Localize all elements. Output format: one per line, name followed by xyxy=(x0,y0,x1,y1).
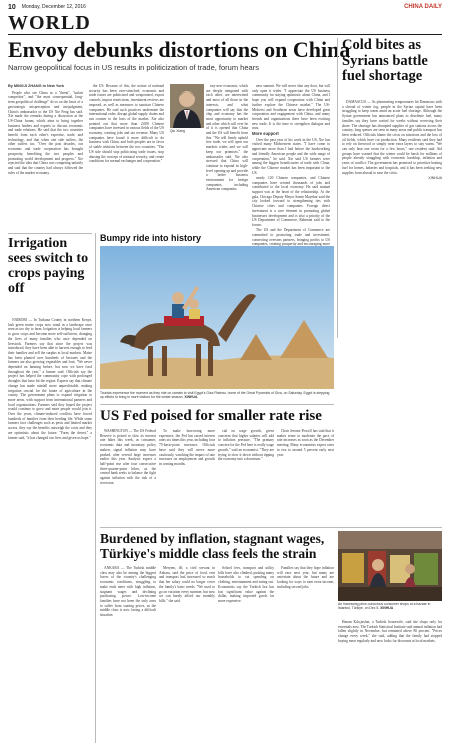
page-number: 10 xyxy=(8,3,16,11)
bumpy-caption-text: Tourists experience the moment as they ride on camels to visit Egypt's Giza Plateau, home of the Great Pyramids of Giza, on Saturday. Egypt is stepping up efforts to bring in more visitors for the winter season. xyxy=(100,391,330,400)
bumpy-headline: Bumpy ride into history xyxy=(100,233,202,243)
divider-irrigation-top xyxy=(8,233,92,234)
divider-lead-right xyxy=(337,38,338,338)
irrigation-headline: Irrigation sees switch to crops paying off xyxy=(8,236,89,296)
market-body xyxy=(338,620,442,742)
portrait-photo xyxy=(170,84,204,128)
lead-column-1 xyxy=(8,84,83,229)
lead-byline: By MINGJI ZHANG in New York xyxy=(8,84,64,88)
turkey-body-4: Families say that they hope inflation will ease next year, but many are uncertain about the future and are looking for ways to earn extra income, including second jobs. xyxy=(277,566,334,589)
turkey-body-1: ANKARA — The Turkish middle class may also be among the biggest losers of the country's challenging economic conditions, struggling to make ends meet with high inflation, stagnant wages and declining purchasing power. Low-income families have not been the only ones to suffer from soaring prices, as the middle class is now facing a difficult situation. xyxy=(100,566,156,618)
paper-name: CHINA DAILY xyxy=(404,4,442,10)
fed-body-4: Chair Jerome Powell has said that it makes sense to moderate the pace of rate increases as soon as the December meeting. Many economists expect rates to rise to around 5 percent early next year. xyxy=(277,429,334,457)
market-photo xyxy=(338,531,442,601)
turkey-column-4 xyxy=(277,566,334,742)
bumpy-credit: XINHUA xyxy=(184,395,198,400)
syria-text: DAMASCUS — As plummeting temperatures hit Damascus with a shroud of winter fog, people in the Syrian capital have been struggling to keep warm amid an acute fuel shortage. Although the Syrian government has announced plans to distribute fuel, many families say they have waited for weeks without receiving their share. The shortage has disrupted supplies of gas stations across the country, long queues are seen in many areas and public transport has been reduced. Officials blame the crisis on sanctions and the loss of oil fields, which have cut production. Many residents said they had to rely on firewood or simply wear extra layers to stay warm. "We can only heat one room for a few hours," one resident said. Aid groups have warned that the winter could be harsh for millions of people already struggling with economic hardship, inflation and years of conflict. The government has promised to prioritize heating fuel for homes, bakeries and hospitals, and it has been seeking new supplies from abroad to ease the crisis. xyxy=(342,100,442,175)
lead-body-6: nearly 120 Chinese companies, and Chinese companies have created thousands of jobs and contributed to the local economy. He said mutual support was at the heart of the relationship. At the gala, Chicago Deputy Mayor Samir Mayekar said the city looked forward to strengthening ties with Chinese cities and companies. Foreign direct investment is a core element in promoting global businesses development and is also a priority of the US Department of Commerce, Rahmani said to the forum. xyxy=(252,175,330,227)
turkey-body-2: Meryem, 46, a civil servant in Ankara, said the price of food, rent and transport had increased so much that her salary could no longer cover the family's basic needs. "We used to go on vacation every summer, but now we can barely afford our monthly bills," she said. xyxy=(159,566,215,603)
fed-column-3 xyxy=(218,429,274,524)
irrigation-text: NAIROBI — In Turkana County in northern Kenya, lush green maize crops now stand in a landscape once seen as too dry to farm. Irrigation is helping local farmers to grow crops and become more self-sufficient, changing the lives of many families who once depended on livestock. Farmers say that since the project was introduced, they have been able to harvest enough to feed their families and sell the surplus at local markets. Maize has been planted over hundreds of hectares and the farmers are also growing vegetables and fruit. "We never depended on farming before, but now we have food throughout the year," a farmer said. Officials say the project has helped the community cope with prolonged droughts that have hit the region. Experts say that climate change has made rainfall more unpredictable, making irrigation crucial for the future of agriculture in the county. The government plans to expand irrigation to more areas, with support from international partners and local organizations. Farmers said they hoped the project would continue to grow and more people would join it. Over the years, climate-induced conflicts have forced hundreds of families from their herding life. While some farmers face challenges such as pests and limited market access, they say the benefits outweigh the costs and they are optimistic about the future. "Farm the desert," a farmer said, "it has changed our lives and given us hope." xyxy=(8,318,92,440)
lead-body-3: tary new economic, which are deeply integrated with each other, are intertwined and most of all those in the interests, and what companies will say that the chip and economy has the most opportunity to market and other which will ever be of it is opened that China and the US will benefit from this. "We will firmly uphold free trade, we will open our markets wider, and we will keep our promises," the ambassador said. Xie also stressed that China will continue to expand its high-level opening up and provide a better business environment for foreign companies, including American companies. xyxy=(206,84,248,192)
fed-body-2: To make borrowing more expensive, the Fed has raised interest rates six times this year, including four 75-basis-point increases. Officials have said they will move more cautiously, watching the impact of rate increases on employment and growth in coming months. xyxy=(159,429,215,466)
camel-photo xyxy=(100,246,334,389)
lead-body-2: the US. Because of this, the notion of national security has been over-stretched, economic and trade issues are politicized and weaponized, export controls, import restrictions, investment reviews are imposed, as well as measures to sanction Chinese companies. He said such practices undermine the international order, disrupt global supply chains and run counter to the laws of the market. Xie also pointed out that more than 2,000 Chinese companies have invested in various fields of the US economy, creating jobs and tax revenue. Many US companies have found it more difficult to do business with China, and both peoples are in favor of stable relations between the two countries. "The US side should stop politicizing trade issues, stop abusing the concept of national security, and create conditions for normal exchanges and cooperation." xyxy=(89,84,164,164)
portrait-caption: Qiu Xiang xyxy=(170,129,185,133)
lead-body-7: The US and the Department of Commerce are committed to promoting trade and investment, connecting overseas partners, bringing profits to US companies, creating prosperity and encouraging more xyxy=(252,228,330,247)
more-support-heading: More support xyxy=(252,131,279,137)
divider-irrigation-right xyxy=(95,233,96,743)
market-credit: XINHUA xyxy=(380,606,394,611)
issue-date: Monday, December 12, 2016 xyxy=(21,4,86,10)
fed-column-2 xyxy=(159,429,215,524)
lead-body-1: People who see China as a "threat", "unfair competitor", and "the most consequential, long-term geopolitical challenge" do so on the basis of a geostrategic misperception and misjudgment, China's ambassador to the US Xie Feng has said. Xie made the remarks during a discussion at the US-China forum, which aims to bring together business leaders and experts to discuss economic and trade relations. He said that the two countries benefit from each other's expertise, trade, and technology, and that when one side suffers, the other suffers too. "Over the past decades, our economic and trade cooperation has brought prosperity, benefiting the two peoples and promoting world development and progress." Xie rejected the idea that China was competing unfairly and said that the country had always followed the rules of the market economy. xyxy=(8,90,83,175)
section-label: WORLD xyxy=(8,12,91,34)
fed-body-1: WASHINGTON — The US Federal Reserve is poised to slow its interest rate hikes this week, as consumer, economic data and monetary policy makers signal inflation may have peaked, after several large increases earlier this year. Analysts expect a half-point rise after four consecutive three-quarter-point hikes, as the central bank seeks to balance the fight against inflation with the risk of a recession. xyxy=(100,429,156,485)
market-text: Hanım Kılıçarslan, a Turkish housewife, said she shops only for essentials now. The Turkish Statistical Institute said annual inflation had fallen slightly in November, but remained above 80 percent. "Prices change every week," she said, adding that the family had stopped buying meat regularly and now looks for discounts at local markets. xyxy=(338,620,442,643)
syria-headline: Cold bites as Syrians battle fuel shortage xyxy=(342,37,428,84)
turkey-body-3: School fees, transport and utility bills have also climbed, pushing many households to cut spending on clothing, entertainment and eating out. Economists say the Turkish lira has lost significant value against the dollar, making imported goods far more expensive. xyxy=(218,566,274,603)
lead-column-4 xyxy=(252,84,330,247)
turkey-headline: Burdened by inflation, stagnant wages, Türkiye's middle class feels the strain xyxy=(100,531,325,561)
page-header xyxy=(8,3,442,11)
syria-credit: XINHUA xyxy=(428,175,442,180)
lead-headline: Envoy debunks distortions on China xyxy=(8,37,351,62)
section-banner xyxy=(8,12,442,35)
fed-column-4 xyxy=(277,429,334,524)
irrigation-body xyxy=(8,318,92,742)
lead-column-3 xyxy=(206,84,248,229)
market-caption xyxy=(338,602,442,611)
divider-fed-top xyxy=(100,404,334,405)
market-caption-text: An increasing price-conscious consumer shops at a bazaar in Istanbul, Türkiye, on Dec 5. xyxy=(338,602,431,611)
divider-turkey-top xyxy=(100,527,442,528)
lead-column-2 xyxy=(89,84,164,229)
fed-body-3: cial on wage growth, given concerns that higher salaries will add to inflation pressure. "The primary concern for the Fed here is really wage growth," said an economist. "They are trying to slow it down without tipping the economy into a downturn." xyxy=(218,429,274,462)
lead-subhead: Narrow geopolitical focus in US results in politicization of trade, forum hears xyxy=(8,63,259,72)
turkey-column-1 xyxy=(100,566,156,742)
lead-body-5: Over the past year of his work in the US, Xie has visited many Midwestern states. "I have come to appreciate more than I had before the hardworking and friendly American people and the wide range of cooperation," he said. Xie said US farmers were among the biggest beneficiaries of trade with China, while the Chinese market has been important to the US. xyxy=(252,137,330,175)
turkey-column-3 xyxy=(218,566,274,742)
turkey-column-2 xyxy=(159,566,215,742)
syria-body xyxy=(342,100,442,470)
fed-headline: US Fed poised for smaller rate rise xyxy=(100,408,322,424)
bumpy-caption xyxy=(100,391,334,400)
fed-column-1 xyxy=(100,429,156,524)
lead-body-4: ness summit. We will never shut any door, but will only open it wider. "I appreciate the US business community for staying optimistic about China, and I hope you will expand cooperation with China and further explore the Chinese market." The US-Midwest and Southeast areas have developed great cooperation and engagement with China, and many friends and organizations there have been exciting new trade. It is the time to strengthen dialogue and trust. xyxy=(252,84,330,131)
